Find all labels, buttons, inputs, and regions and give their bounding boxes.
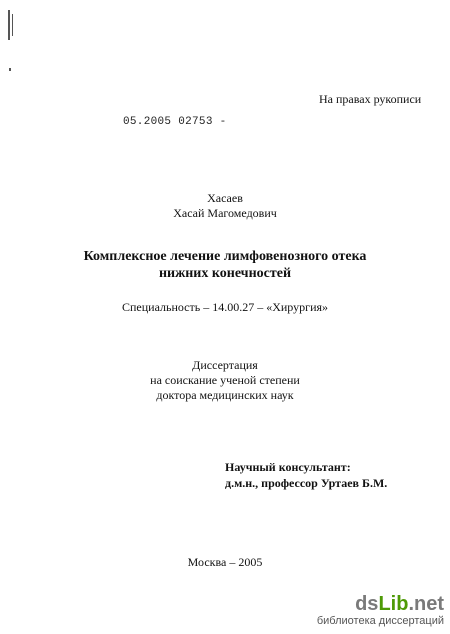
dslib-watermark xyxy=(317,594,444,628)
thesis-title-line1: Комплексное лечение лимфовенозного отека xyxy=(83,249,367,264)
logo-part-lib: Lib xyxy=(378,593,409,615)
rights-note: На правах рукописи xyxy=(319,92,422,106)
author-surname: Хасаев xyxy=(207,191,243,205)
thesis-title xyxy=(0,248,450,282)
consultant-name: д.м.н., профессор Уртаев Б.М. xyxy=(225,476,388,490)
specialty: Специальность – 14.00.27 – «Хирургия» xyxy=(121,300,329,314)
logo-part-net: .net xyxy=(408,593,444,615)
watermark-subtitle: библиотека диссертаций xyxy=(316,615,444,627)
degree-block xyxy=(0,358,450,403)
logo-part-ds: ds xyxy=(355,593,379,615)
city-year: Москва – 2005 xyxy=(187,555,263,569)
thesis-title-line2: нижних конечностей xyxy=(158,266,292,281)
degree-line2: на соискание ученой степени xyxy=(150,373,300,387)
dslib-logo xyxy=(317,594,444,614)
scan-artifact xyxy=(8,10,10,40)
archive-code: 05.2005 02753 - xyxy=(123,116,227,128)
scan-artifact xyxy=(9,68,11,71)
scan-artifact xyxy=(12,14,13,36)
degree-line3: доктора медицинских наук xyxy=(156,388,294,402)
author-fullname: Хасай Магомедович xyxy=(173,206,277,220)
degree-line1: Диссертация xyxy=(192,358,258,372)
consultant-label: Научный консультант: xyxy=(225,460,351,474)
